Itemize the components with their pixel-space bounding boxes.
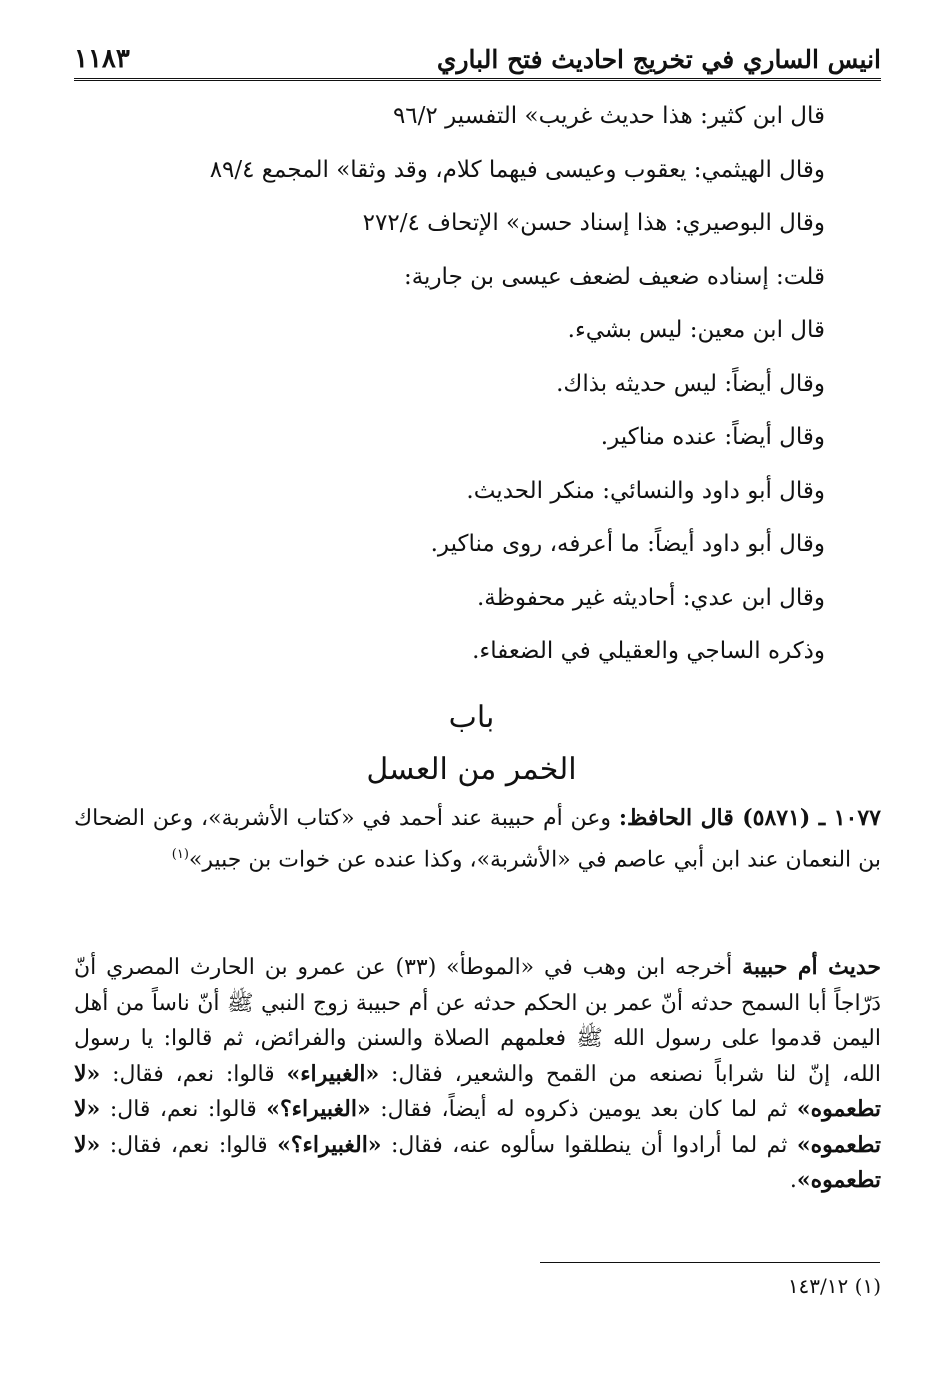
text-line: قال ابن كثير: هذا حديث غريب» التفسير ٩٦/٢ bbox=[392, 103, 825, 129]
quote: «الغبيراء» bbox=[286, 1060, 380, 1087]
quote: «الغبيراء؟» bbox=[277, 1131, 382, 1158]
hadith-entry bbox=[74, 800, 881, 878]
commentary-text: ثم لما أرادوا أن ينطلقوا سألوه عنه، فقال: bbox=[391, 1132, 788, 1158]
footnote-ref: (١) bbox=[171, 847, 189, 862]
commentary-paragraph bbox=[74, 950, 881, 1199]
text-line: وذكره الساجي والعقيلي في الضعفاء. bbox=[472, 638, 825, 664]
text-line: وقال الهيثمي: يعقوب وعيسى فيهما كلام، وقد وثقا» المجمع ٨٩/٤ bbox=[209, 156, 825, 183]
text-line: وقال أيضاً: ليس حديثه بذاك. bbox=[556, 370, 825, 397]
book-title: انيس الساري في تخريج احاديث فتح الباري bbox=[436, 45, 881, 74]
chapter-subheading: الخمر من العسل bbox=[366, 752, 577, 787]
chapter-heading: باب bbox=[448, 700, 495, 735]
quote: «لا تطعموه» bbox=[74, 1096, 881, 1158]
page-number: ١١٨٣ bbox=[74, 44, 130, 74]
text-line: قلت: إسناده ضعيف لضعف عيسى بن جارية: bbox=[403, 263, 825, 290]
footnote-divider bbox=[540, 1262, 880, 1263]
narrator-criticism-lines bbox=[125, 96, 825, 685]
commentary-text: قالوا: نعم، فقال: bbox=[109, 1132, 268, 1158]
quote: «لا تطعموه» bbox=[74, 1060, 882, 1122]
quote: «لا تطعموه» bbox=[74, 1131, 881, 1193]
end-mark: . bbox=[789, 1168, 797, 1193]
running-header bbox=[74, 30, 881, 81]
hadith-text: وعن أم حبيبة عند أحمد في «كتاب الأشربة»، وعن الضحاك بن النعمان عند ابن أبي عاصم في «الأشربة»، وكذا عنده عن خوات بن جبير» bbox=[74, 806, 881, 873]
text-line: وقال أبو داود والنسائي: منكر الحديث. bbox=[466, 477, 825, 504]
text-line: وقال البوصيري: هذا إسناد حسن» الإتحاف ٢٧٢/٤ bbox=[362, 210, 825, 236]
text-line: وقال أبو داود أيضاً: ما أعرفه، روى مناكير. bbox=[430, 531, 825, 557]
text-line: وقال ابن عدي: أحاديثه غير محفوظة. bbox=[476, 584, 825, 611]
commentary-text: قالوا: نعم، قال: bbox=[109, 1097, 257, 1122]
commentary-text: قالوا: نعم، فقال: bbox=[112, 1061, 275, 1087]
text-line: قال ابن معين: ليس بشيء. bbox=[567, 317, 825, 343]
commentary-text: ثم لما كان بعد يومين ذكروه له أيضاً، فقال: bbox=[380, 1097, 788, 1122]
footnote: (١) ١٤٣/١٢ bbox=[787, 1274, 881, 1298]
hadith-label: ١٠٧٧ ـ (٥٨٧١) قال الحافظ: bbox=[618, 805, 881, 831]
quote: «الغبيراء؟» bbox=[266, 1096, 371, 1122]
text-line: وقال أيضاً: عنده مناكير. bbox=[600, 424, 825, 450]
commentary-lead: حديث أم حبيبة bbox=[742, 954, 881, 980]
commentary-text: أخرجه ابن وهب في «الموطأ» (٣٣) عن عمرو بن الحارث المصري أنّ دَرّاجاً أبا السمح حدثه أنّ عمر بن الحكم حدثه عن أم حبيبة زوج النبي ﷺ أنّ ناساً من أهل اليمن قدموا على رسول الله ﷺ فعلمهم الصلاة والسنن والفرائض، ثم قالوا: يا رسول الله، إنّ لنا شراباً نصنعه من القمح والشعير، فقال: bbox=[74, 955, 881, 1087]
